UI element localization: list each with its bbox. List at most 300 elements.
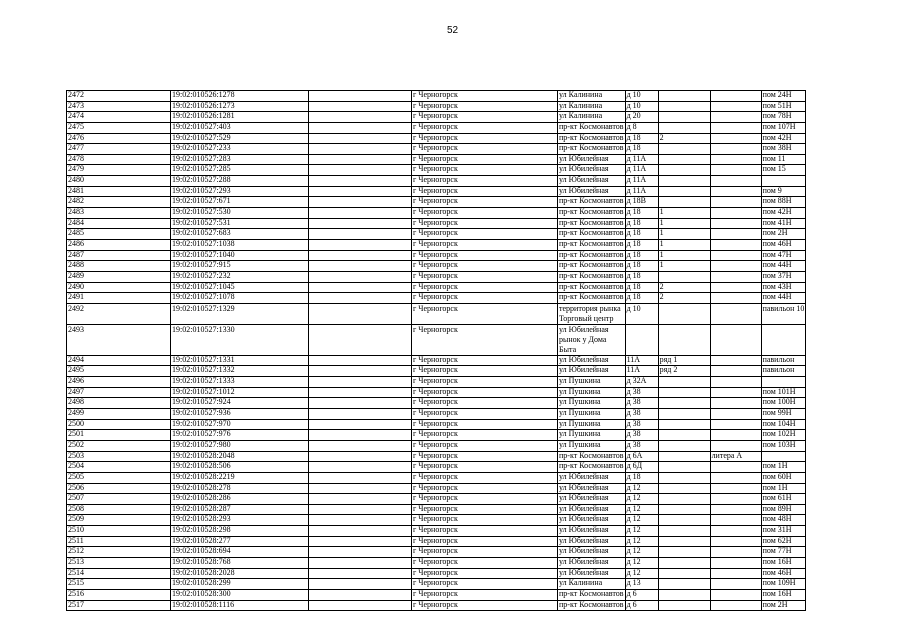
- table-row: [67, 547, 806, 558]
- spacer-cell: [106, 526, 171, 537]
- table-row: [67, 526, 806, 537]
- unused-column-cell: [309, 197, 412, 208]
- letter-cell: [710, 176, 761, 187]
- building-cell: [658, 579, 710, 590]
- row-number-cell: 2509: [67, 515, 106, 526]
- cadastral-number-cell: 19:02:010527:683: [171, 229, 309, 240]
- spacer-cell: [106, 303, 171, 324]
- building-cell: [658, 589, 710, 600]
- unused-column-cell: [309, 154, 412, 165]
- table-row: [67, 568, 806, 579]
- building-cell: [658, 303, 710, 324]
- building-cell: [658, 165, 710, 176]
- table-row: [67, 165, 806, 176]
- city-cell: г Черногорск: [412, 229, 558, 240]
- cadastral-number-cell: 19:02:010528:2048: [171, 451, 309, 462]
- premises-cell: пом 48Н: [761, 515, 806, 526]
- street-cell: ул Юбилейная рынок у Дома Быта: [558, 324, 626, 355]
- letter-cell: [710, 239, 761, 250]
- table-row: [67, 261, 806, 272]
- city-cell: г Черногорск: [412, 197, 558, 208]
- city-cell: г Черногорск: [412, 218, 558, 229]
- city-cell: г Черногорск: [412, 186, 558, 197]
- premises-cell: павильон: [761, 355, 806, 366]
- cadastral-number-cell: 19:02:010528:299: [171, 579, 309, 590]
- unused-column-cell: [309, 430, 412, 441]
- spacer-cell: [106, 101, 171, 112]
- table-row: [67, 504, 806, 515]
- street-cell: ул Юбилейная: [558, 504, 626, 515]
- street-cell: ул Пушкина: [558, 398, 626, 409]
- premises-cell: пом 1Н: [761, 483, 806, 494]
- unused-column-cell: [309, 101, 412, 112]
- premises-cell: пом 61Н: [761, 494, 806, 505]
- letter-cell: [710, 91, 761, 102]
- unused-column-cell: [309, 462, 412, 473]
- letter-cell: [710, 557, 761, 568]
- city-cell: г Черногорск: [412, 547, 558, 558]
- table-row: [67, 419, 806, 430]
- premises-cell: пом 47Н: [761, 250, 806, 261]
- letter-cell: [710, 144, 761, 155]
- premises-cell: [761, 324, 806, 355]
- city-cell: г Черногорск: [412, 366, 558, 377]
- cadastral-number-cell: 19:02:010527:1332: [171, 366, 309, 377]
- unused-column-cell: [309, 91, 412, 102]
- building-cell: ряд 2: [658, 366, 710, 377]
- street-cell: ул Юбилейная: [558, 547, 626, 558]
- spacer-cell: [106, 112, 171, 123]
- street-cell: ул Пушкина: [558, 430, 626, 441]
- spacer-cell: [106, 536, 171, 547]
- unused-column-cell: [309, 366, 412, 377]
- street-cell: пр-кт Космонавтов: [558, 451, 626, 462]
- house-number-cell: д 18: [625, 250, 658, 261]
- building-cell: [658, 472, 710, 483]
- letter-cell: [710, 355, 761, 366]
- letter-cell: [710, 536, 761, 547]
- city-cell: г Черногорск: [412, 112, 558, 123]
- building-cell: [658, 547, 710, 558]
- table-row: [67, 229, 806, 240]
- row-number-cell: 2503: [67, 451, 106, 462]
- letter-cell: [710, 112, 761, 123]
- spacer-cell: [106, 165, 171, 176]
- row-number-cell: 2498: [67, 398, 106, 409]
- spacer-cell: [106, 419, 171, 430]
- cadastral-number-cell: 19:02:010527:1045: [171, 282, 309, 293]
- letter-cell: [710, 229, 761, 240]
- letter-cell: [710, 462, 761, 473]
- building-cell: [658, 526, 710, 537]
- spacer-cell: [106, 462, 171, 473]
- spacer-cell: [106, 122, 171, 133]
- row-number-cell: 2493: [67, 324, 106, 355]
- building-cell: 1: [658, 250, 710, 261]
- row-number-cell: 2507: [67, 494, 106, 505]
- building-cell: [658, 197, 710, 208]
- house-number-cell: д 18: [625, 261, 658, 272]
- table-row: [67, 398, 806, 409]
- table-row: [67, 293, 806, 304]
- street-cell: пр-кт Космонавтов: [558, 250, 626, 261]
- spacer-cell: [106, 472, 171, 483]
- cadastral-number-cell: 19:02:010527:1333: [171, 377, 309, 388]
- house-number-cell: д 10: [625, 101, 658, 112]
- street-cell: ул Юбилейная: [558, 568, 626, 579]
- premises-cell: пом 77Н: [761, 547, 806, 558]
- cadastral-number-cell: 19:02:010527:285: [171, 165, 309, 176]
- table-row: [67, 515, 806, 526]
- letter-cell: [710, 589, 761, 600]
- unused-column-cell: [309, 568, 412, 579]
- building-cell: [658, 377, 710, 388]
- house-number-cell: д 6А: [625, 451, 658, 462]
- building-cell: [658, 600, 710, 611]
- spacer-cell: [106, 133, 171, 144]
- spacer-cell: [106, 579, 171, 590]
- street-cell: пр-кт Космонавтов: [558, 282, 626, 293]
- unused-column-cell: [309, 526, 412, 537]
- letter-cell: [710, 515, 761, 526]
- letter-cell: [710, 579, 761, 590]
- row-number-cell: 2500: [67, 419, 106, 430]
- unused-column-cell: [309, 239, 412, 250]
- table-row: [67, 355, 806, 366]
- cadastral-number-cell: 19:02:010527:936: [171, 409, 309, 420]
- letter-cell: [710, 208, 761, 219]
- building-cell: [658, 494, 710, 505]
- table-row: [67, 483, 806, 494]
- spacer-cell: [106, 409, 171, 420]
- row-number-cell: 2495: [67, 366, 106, 377]
- spacer-cell: [106, 324, 171, 355]
- cadastral-number-cell: 19:02:010527:915: [171, 261, 309, 272]
- row-number-cell: 2473: [67, 101, 106, 112]
- table-row: [67, 101, 806, 112]
- letter-cell: [710, 568, 761, 579]
- city-cell: г Черногорск: [412, 165, 558, 176]
- building-cell: 2: [658, 282, 710, 293]
- cadastral-number-cell: 19:02:010528:2028: [171, 568, 309, 579]
- street-cell: ул Пушкина: [558, 377, 626, 388]
- premises-cell: павильон 10: [761, 303, 806, 324]
- building-cell: [658, 154, 710, 165]
- unused-column-cell: [309, 261, 412, 272]
- street-cell: пр-кт Космонавтов: [558, 197, 626, 208]
- building-cell: [658, 101, 710, 112]
- city-cell: г Черногорск: [412, 462, 558, 473]
- letter-cell: [710, 218, 761, 229]
- premises-cell: пом 89Н: [761, 504, 806, 515]
- street-cell: ул Калинина: [558, 112, 626, 123]
- row-number-cell: 2486: [67, 239, 106, 250]
- city-cell: г Черногорск: [412, 208, 558, 219]
- street-cell: ул Юбилейная: [558, 165, 626, 176]
- row-number-cell: 2504: [67, 462, 106, 473]
- unused-column-cell: [309, 293, 412, 304]
- row-number-cell: 2475: [67, 122, 106, 133]
- street-cell: пр-кт Космонавтов: [558, 144, 626, 155]
- cadastral-number-cell: 19:02:010527:233: [171, 144, 309, 155]
- city-cell: г Черногорск: [412, 557, 558, 568]
- building-cell: 2: [658, 133, 710, 144]
- building-cell: [658, 430, 710, 441]
- cadastral-number-cell: 19:02:010526:1278: [171, 91, 309, 102]
- letter-cell: [710, 165, 761, 176]
- table-row: [67, 536, 806, 547]
- row-number-cell: 2472: [67, 91, 106, 102]
- letter-cell: [710, 483, 761, 494]
- cadastral-number-cell: 19:02:010527:1329: [171, 303, 309, 324]
- spacer-cell: [106, 197, 171, 208]
- unused-column-cell: [309, 483, 412, 494]
- cadastral-number-cell: 19:02:010527:529: [171, 133, 309, 144]
- house-number-cell: д 32А: [625, 377, 658, 388]
- house-number-cell: д 13: [625, 579, 658, 590]
- registry-body: [67, 91, 806, 611]
- unused-column-cell: [309, 600, 412, 611]
- cadastral-number-cell: 19:02:010527:970: [171, 419, 309, 430]
- table-row: [67, 440, 806, 451]
- city-cell: г Черногорск: [412, 282, 558, 293]
- table-row: [67, 282, 806, 293]
- spacer-cell: [106, 600, 171, 611]
- premises-cell: пом 2Н: [761, 600, 806, 611]
- table-row: [67, 154, 806, 165]
- premises-cell: пом 42Н: [761, 133, 806, 144]
- table-row: [67, 557, 806, 568]
- city-cell: г Черногорск: [412, 176, 558, 187]
- building-cell: [658, 557, 710, 568]
- house-number-cell: д 12: [625, 526, 658, 537]
- street-cell: ул Юбилейная: [558, 494, 626, 505]
- letter-cell: [710, 133, 761, 144]
- unused-column-cell: [309, 387, 412, 398]
- cadastral-number-cell: 19:02:010528:2219: [171, 472, 309, 483]
- letter-cell: [710, 154, 761, 165]
- street-cell: ул Юбилейная: [558, 176, 626, 187]
- street-cell: ул Пушкина: [558, 409, 626, 420]
- house-number-cell: 11А: [625, 366, 658, 377]
- cadastral-number-cell: 19:02:010527:530: [171, 208, 309, 219]
- row-number-cell: 2492: [67, 303, 106, 324]
- cadastral-number-cell: 19:02:010527:671: [171, 197, 309, 208]
- building-cell: [658, 122, 710, 133]
- cadastral-number-cell: 19:02:010528:287: [171, 504, 309, 515]
- premises-cell: пом 15: [761, 165, 806, 176]
- unused-column-cell: [309, 229, 412, 240]
- premises-cell: пом 78Н: [761, 112, 806, 123]
- house-number-cell: д 12: [625, 536, 658, 547]
- table-row: [67, 239, 806, 250]
- unused-column-cell: [309, 133, 412, 144]
- unused-column-cell: [309, 494, 412, 505]
- premises-cell: пом 60Н: [761, 472, 806, 483]
- cadastral-number-cell: 19:02:010527:531: [171, 218, 309, 229]
- row-number-cell: 2512: [67, 547, 106, 558]
- row-number-cell: 2480: [67, 176, 106, 187]
- city-cell: г Черногорск: [412, 324, 558, 355]
- row-number-cell: 2485: [67, 229, 106, 240]
- table-row: [67, 409, 806, 420]
- cadastral-number-cell: 19:02:010527:1331: [171, 355, 309, 366]
- premises-cell: пом 46Н: [761, 568, 806, 579]
- cadastral-number-cell: 19:02:010526:1273: [171, 101, 309, 112]
- row-number-cell: 2491: [67, 293, 106, 304]
- building-cell: [658, 324, 710, 355]
- spacer-cell: [106, 176, 171, 187]
- city-cell: г Черногорск: [412, 589, 558, 600]
- cadastral-number-cell: 19:02:010528:298: [171, 526, 309, 537]
- cadastral-number-cell: 19:02:010527:1040: [171, 250, 309, 261]
- table-row: [67, 430, 806, 441]
- building-cell: [658, 186, 710, 197]
- unused-column-cell: [309, 186, 412, 197]
- house-number-cell: д 18В: [625, 197, 658, 208]
- street-cell: ул Калинина: [558, 579, 626, 590]
- city-cell: г Черногорск: [412, 387, 558, 398]
- house-number-cell: д 6Д: [625, 462, 658, 473]
- premises-cell: [761, 176, 806, 187]
- premises-cell: [761, 377, 806, 388]
- letter-cell: [710, 387, 761, 398]
- cadastral-number-cell: 19:02:010528:506: [171, 462, 309, 473]
- row-number-cell: 2481: [67, 186, 106, 197]
- building-cell: [658, 483, 710, 494]
- letter-cell: [710, 197, 761, 208]
- spacer-cell: [106, 261, 171, 272]
- building-cell: [658, 144, 710, 155]
- house-number-cell: д 12: [625, 568, 658, 579]
- row-number-cell: 2477: [67, 144, 106, 155]
- street-cell: ул Пушкина: [558, 440, 626, 451]
- row-number-cell: 2483: [67, 208, 106, 219]
- cadastral-number-cell: 19:02:010527:924: [171, 398, 309, 409]
- premises-cell: павильон: [761, 366, 806, 377]
- house-number-cell: д 38: [625, 387, 658, 398]
- letter-cell: литера А: [710, 451, 761, 462]
- letter-cell: [710, 398, 761, 409]
- letter-cell: [710, 547, 761, 558]
- street-cell: пр-кт Космонавтов: [558, 208, 626, 219]
- spacer-cell: [106, 494, 171, 505]
- building-cell: [658, 91, 710, 102]
- spacer-cell: [106, 144, 171, 155]
- premises-cell: [761, 451, 806, 462]
- row-number-cell: 2501: [67, 430, 106, 441]
- building-cell: ряд 1: [658, 355, 710, 366]
- street-cell: ул Юбилейная: [558, 154, 626, 165]
- table-row: [67, 144, 806, 155]
- cadastral-number-cell: 19:02:010527:403: [171, 122, 309, 133]
- city-cell: г Черногорск: [412, 472, 558, 483]
- building-cell: [658, 271, 710, 282]
- table-row: [67, 122, 806, 133]
- unused-column-cell: [309, 303, 412, 324]
- cadastral-number-cell: 19:02:010526:1281: [171, 112, 309, 123]
- cadastral-number-cell: 19:02:010528:694: [171, 547, 309, 558]
- row-number-cell: 2505: [67, 472, 106, 483]
- street-cell: ул Пушкина: [558, 387, 626, 398]
- cadastral-number-cell: 19:02:010527:1038: [171, 239, 309, 250]
- street-cell: пр-кт Космонавтов: [558, 122, 626, 133]
- street-cell: пр-кт Космонавтов: [558, 293, 626, 304]
- row-number-cell: 2502: [67, 440, 106, 451]
- street-cell: пр-кт Космонавтов: [558, 229, 626, 240]
- cadastral-number-cell: 19:02:010527:976: [171, 430, 309, 441]
- table-row: [67, 494, 806, 505]
- premises-cell: пом 2Н: [761, 229, 806, 240]
- premises-cell: пом 37Н: [761, 271, 806, 282]
- city-cell: г Черногорск: [412, 398, 558, 409]
- spacer-cell: [106, 557, 171, 568]
- unused-column-cell: [309, 579, 412, 590]
- city-cell: г Черногорск: [412, 355, 558, 366]
- row-number-cell: 2510: [67, 526, 106, 537]
- premises-cell: пом 42Н: [761, 208, 806, 219]
- premises-cell: пом 88Н: [761, 197, 806, 208]
- spacer-cell: [106, 377, 171, 388]
- table-row: [67, 186, 806, 197]
- street-cell: ул Юбилейная: [558, 472, 626, 483]
- unused-column-cell: [309, 398, 412, 409]
- premises-cell: пом 38Н: [761, 144, 806, 155]
- building-cell: [658, 409, 710, 420]
- house-number-cell: д 18: [625, 133, 658, 144]
- table-row: [67, 208, 806, 219]
- spacer-cell: [106, 271, 171, 282]
- house-number-cell: [625, 324, 658, 355]
- letter-cell: [710, 526, 761, 537]
- premises-cell: пом 46Н: [761, 239, 806, 250]
- row-number-cell: 2489: [67, 271, 106, 282]
- building-cell: 1: [658, 239, 710, 250]
- city-cell: г Черногорск: [412, 133, 558, 144]
- unused-column-cell: [309, 282, 412, 293]
- street-cell: пр-кт Космонавтов: [558, 261, 626, 272]
- house-number-cell: д 38: [625, 440, 658, 451]
- premises-cell: пом 43Н: [761, 282, 806, 293]
- city-cell: г Черногорск: [412, 515, 558, 526]
- unused-column-cell: [309, 218, 412, 229]
- cadastral-number-cell: 19:02:010528:293: [171, 515, 309, 526]
- building-cell: 1: [658, 218, 710, 229]
- street-cell: ул Калинина: [558, 91, 626, 102]
- house-number-cell: д 12: [625, 547, 658, 558]
- letter-cell: [710, 271, 761, 282]
- row-number-cell: 2474: [67, 112, 106, 123]
- table-row: [67, 589, 806, 600]
- letter-cell: [710, 250, 761, 261]
- premises-cell: пом 31Н: [761, 526, 806, 537]
- street-cell: ул Юбилейная: [558, 557, 626, 568]
- building-cell: [658, 112, 710, 123]
- building-cell: [658, 536, 710, 547]
- row-number-cell: 2514: [67, 568, 106, 579]
- table-row: [67, 600, 806, 611]
- building-cell: 1: [658, 229, 710, 240]
- spacer-cell: [106, 504, 171, 515]
- spacer-cell: [106, 250, 171, 261]
- letter-cell: [710, 122, 761, 133]
- unused-column-cell: [309, 589, 412, 600]
- street-cell: ул Юбилейная: [558, 515, 626, 526]
- spacer-cell: [106, 430, 171, 441]
- city-cell: г Черногорск: [412, 239, 558, 250]
- city-cell: г Черногорск: [412, 122, 558, 133]
- spacer-cell: [106, 515, 171, 526]
